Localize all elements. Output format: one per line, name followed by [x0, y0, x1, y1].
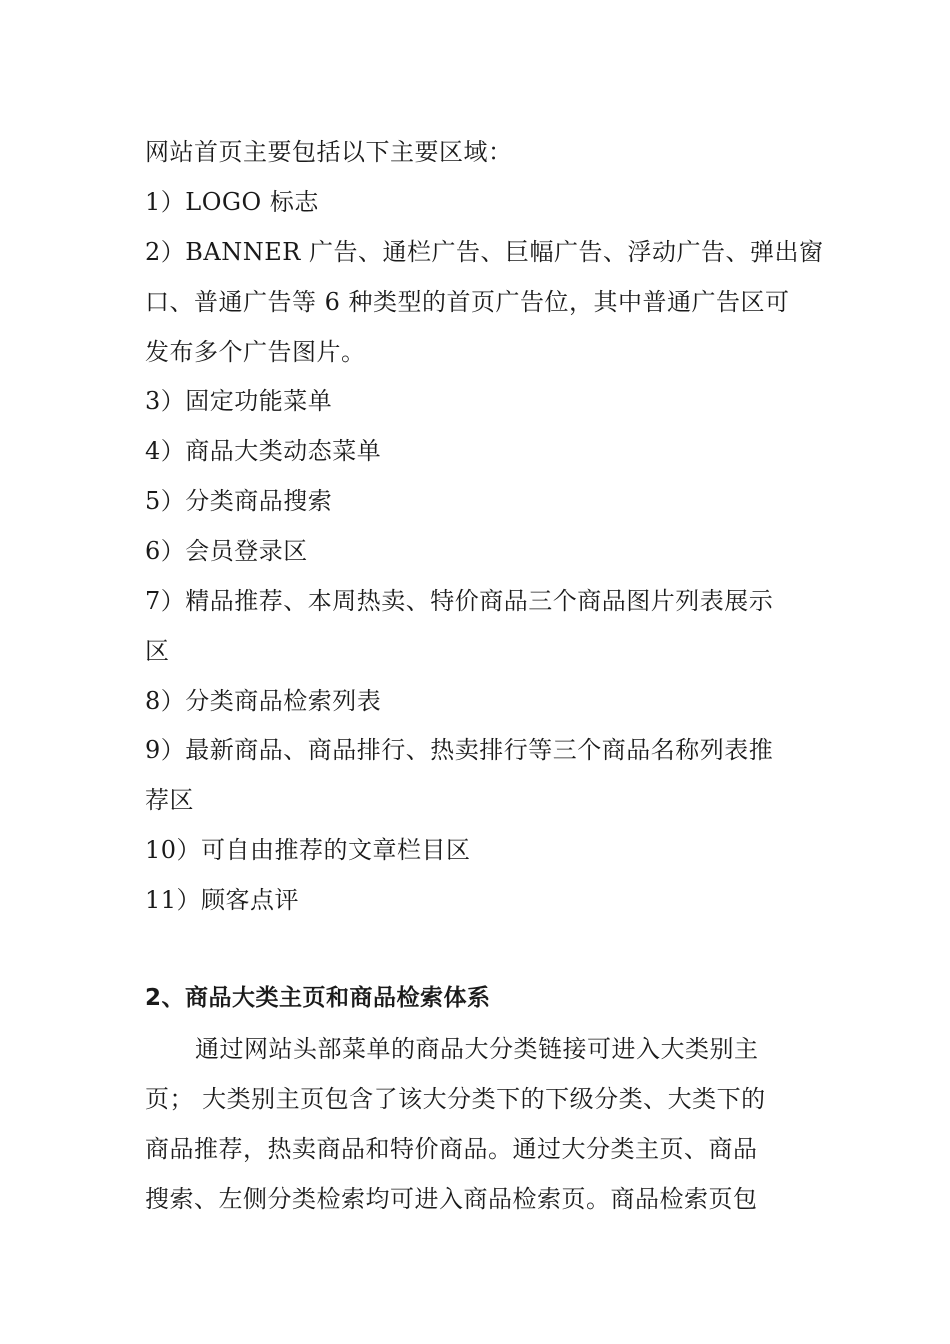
list-item: 3）固定功能菜单 — [145, 387, 333, 415]
list-item: 荐区 — [145, 786, 194, 814]
list-item: 发布多个广告图片。 — [145, 338, 366, 366]
list-item: 8）分类商品检索列表 — [145, 687, 382, 715]
list-item: 10）可自由推荐的文章栏目区 — [145, 836, 471, 864]
list-item: 1）LOGO 标志 — [145, 188, 319, 216]
paragraph-line: 页； 大类别主页包含了该大分类下的下级分类、大类下的 — [145, 1085, 766, 1113]
paragraph-line: 搜索、左侧分类检索均可进入商品检索页。商品检索页包 — [145, 1185, 758, 1213]
list-item: 9）最新商品、商品排行、热卖排行等三个商品名称列表推 — [145, 736, 774, 764]
list-item: 6）会员登录区 — [145, 537, 308, 565]
paragraph-line: 商品推荐，热卖商品和特价商品。通过大分类主页、商品 — [145, 1135, 758, 1163]
paragraph-line: 通过网站头部菜单的商品大分类链接可进入大类别主 — [195, 1035, 759, 1063]
list-item: 2）BANNER 广告、通栏广告、巨幅广告、浮动广告、弹出窗 — [145, 238, 824, 266]
section-heading: 2、商品大类主页和商品检索体系 — [145, 985, 491, 1011]
list-item: 口、普通广告等 6 种类型的首页广告位，其中普通广告区可 — [145, 288, 790, 316]
list-item: 4）商品大类动态菜单 — [145, 437, 382, 465]
list-item: 7）精品推荐、本周热卖、特价商品三个商品图片列表展示 — [145, 587, 774, 615]
intro-text: 网站首页主要包括以下主要区域： — [145, 138, 513, 166]
list-item: 11）顾客点评 — [145, 886, 300, 914]
list-item: 5）分类商品搜索 — [145, 487, 333, 515]
list-item: 区 — [145, 637, 170, 665]
